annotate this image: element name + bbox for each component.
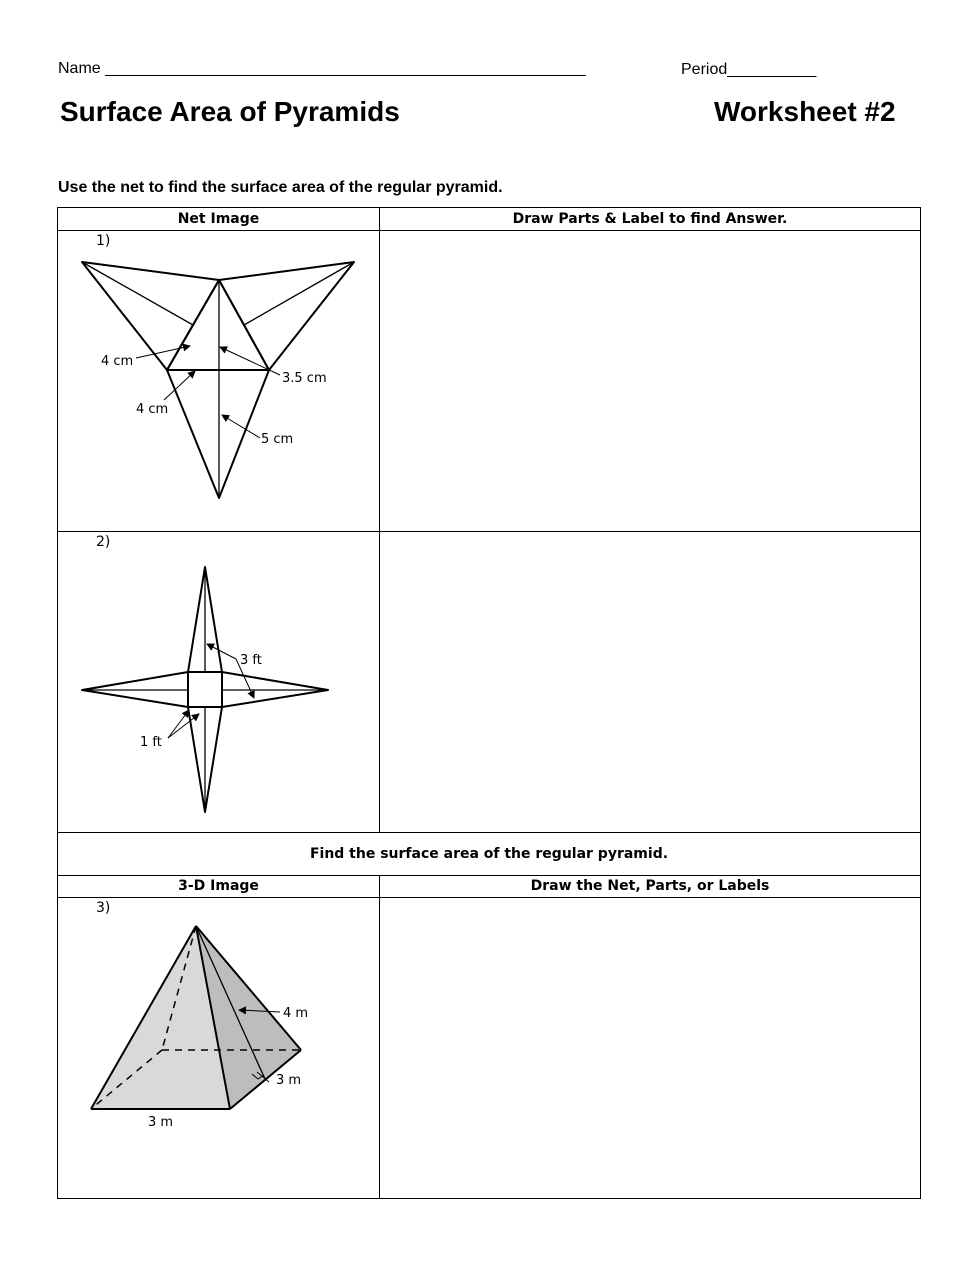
answer-area-1[interactable] — [380, 231, 920, 531]
problem-number-3: 3) — [96, 900, 111, 916]
slant-height-line — [82, 262, 193, 325]
label-base-edge: 3 m — [148, 1115, 174, 1130]
label-base-height: 3.5 cm — [282, 371, 327, 386]
label-slant-height: 5 cm — [261, 432, 294, 447]
label-base-edge: 1 ft — [140, 735, 162, 750]
leader-arrow — [207, 644, 236, 659]
worksheet-table — [57, 207, 921, 1199]
name-label: Name — [58, 60, 101, 77]
col-header-net-image: Net Image — [177, 211, 260, 227]
label-base-edge: 4 cm — [101, 354, 134, 369]
name-field[interactable] — [58, 60, 586, 78]
leader-arrow — [222, 415, 260, 438]
3d-square-pyramid-figure — [58, 898, 379, 1198]
page-title: Surface Area of Pyramids — [60, 96, 400, 127]
col-header-draw-parts: Draw Parts & Label to find Answer. — [512, 211, 788, 227]
period-label: Period — [681, 61, 728, 78]
label-side-edge: 4 cm — [136, 402, 169, 417]
leader-arrow — [136, 346, 190, 358]
triangular-pyramid-net-figure — [58, 231, 379, 531]
worksheet-number: Worksheet #2 — [714, 96, 896, 127]
net-base-triangle — [167, 280, 269, 370]
problem-number-1: 1) — [96, 233, 111, 249]
table-rule — [58, 832, 920, 833]
col-header-draw-net: Draw the Net, Parts, or Labels — [530, 878, 770, 894]
net-base-square — [188, 672, 222, 707]
label-slant-height: 4 m — [283, 1006, 309, 1021]
label-slant-height: 3 ft — [240, 653, 262, 668]
square-pyramid-net-figure — [58, 532, 379, 832]
col-header-3d-image: 3-D Image — [178, 878, 259, 894]
answer-area-2[interactable] — [380, 532, 920, 832]
answer-area-3[interactable] — [380, 898, 920, 1198]
problem-number-2: 2) — [96, 534, 111, 550]
section2-instructions: Find the surface area of the regular pyramid. — [309, 846, 669, 862]
slant-height-line — [244, 262, 354, 325]
table-rule — [58, 875, 920, 876]
label-side-edge: 3 m — [276, 1073, 302, 1088]
section1-instructions: Use the net to find the surface area of the regular pyramid. — [58, 179, 503, 196]
name-blank: ______________________________________________________ — [105, 60, 586, 77]
period-field[interactable] — [681, 61, 816, 79]
period-blank: __________ — [727, 61, 817, 78]
